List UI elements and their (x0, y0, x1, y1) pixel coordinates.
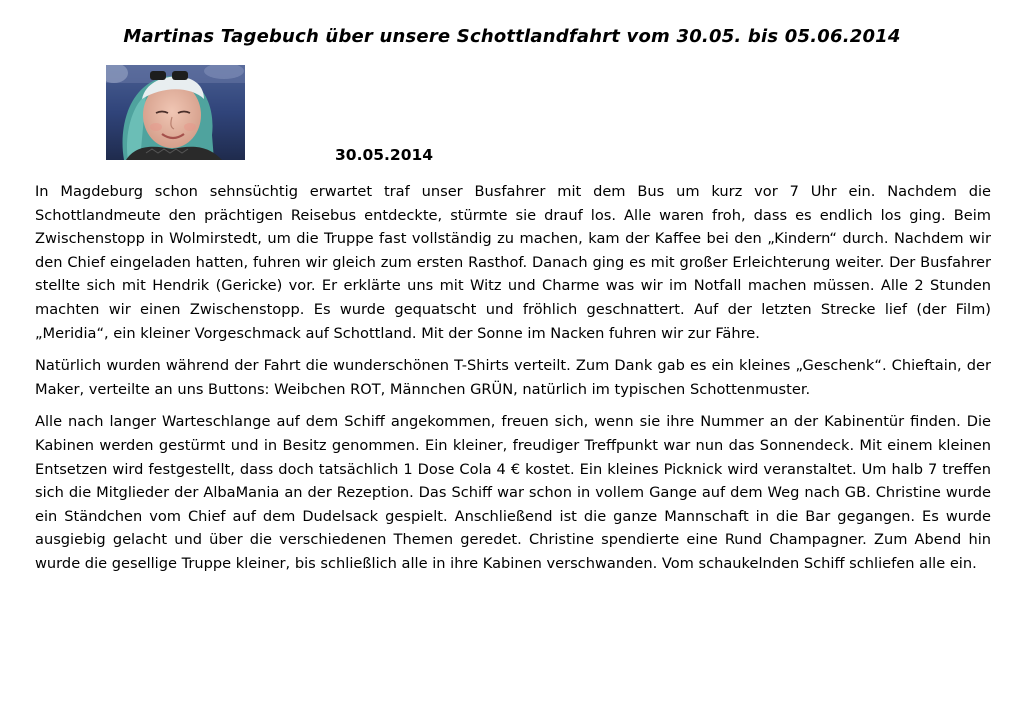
portrait-photo-icon (106, 65, 245, 160)
diary-body (35, 180, 991, 585)
paragraph: Alle nach langer Warteschlange auf dem Schiff angekommen, freuen sich, wenn sie ihre Nummer an der Kabinentür finden. Die Kabinen werden gestürmt und in Besitz genommen. Ein kleiner, freudiger Treffpunkt war nun das Sonnendeck. Mit einem kleinen Entsetzen wird festgestellt, dass doch tatsächlich 1 Dose Cola 4 € kostet. Ein kleines Picknick wird veranstaltet. Um halb 7 treffen sich die Mitglieder der AlbaMania an der Rezeption. Das Schiff war schon in vollem Gange auf dem Weg nach GB. Christine wurde ein Ständchen vom Chief auf dem Dudelsack gespielt. Anschließend ist die ganze Mannschaft in die Bar gegangen. Es wurde ausgiebig gelacht und über die verschiedenen Themen geredet. Christine spendierte eine Rund Champagner. Zum Abend hin wurde die gesellige Truppe kleiner, bis schließlich alle in ihre Kabinen verschwanden. Vom schaukelnden Schiff schliefen alle ein. (35, 413, 991, 572)
paragraph: Natürlich wurden während der Fahrt die wunderschönen T-Shirts verteilt. Zum Dank gab es ein kleines „Geschenk“. Chieftain, der Maker, verteilte an uns Buttons: Weibchen ROT, Männchen GRÜN, natürlich im typischen Schottenmuster. (35, 357, 991, 398)
page-title: Martinas Tagebuch über unsere Schottlandfahrt vom 30.05. bis 05.06.2014 (123, 26, 901, 47)
paragraph: In Magdeburg schon sehnsüchtig erwartet traf unser Busfahrer mit dem Bus um kurz vor 7 Uhr ein. Nachdem die Schottlandmeute den prächtigen Reisebus entdeckte, stürmte sie drauf los. Alle waren froh, dass es endlich los ging. Beim Zwischenstopp in Wolmirstedt, um die Truppe fast vollständig zu machen, kam der Kaffee bei den „Kindern“ durch. Nachdem wir den Chief eingeladen hatten, fuhren wir gleich zum ersten Rasthof. Danach ging es mit großer Erleichterung weiter. Der Busfahrer stellte sich mit Hendrik (Gericke) vor. Er erklärte uns mit Witz und Charme was wir im Notfall machen müssen. Alle 2 Stunden machten wir einen Zwischenstopp. Es wurde gequatscht und fröhlich geschnattert. Auf der letzten Strecke lief (der Film) „Meridia“, ein kleiner Vorgeschmack auf Schottland. Mit der Sonne im Nacken fuhren wir zur Fähre. (35, 183, 991, 342)
date-heading: 30.05.2014 (335, 146, 434, 164)
portrait-photo (106, 65, 245, 160)
